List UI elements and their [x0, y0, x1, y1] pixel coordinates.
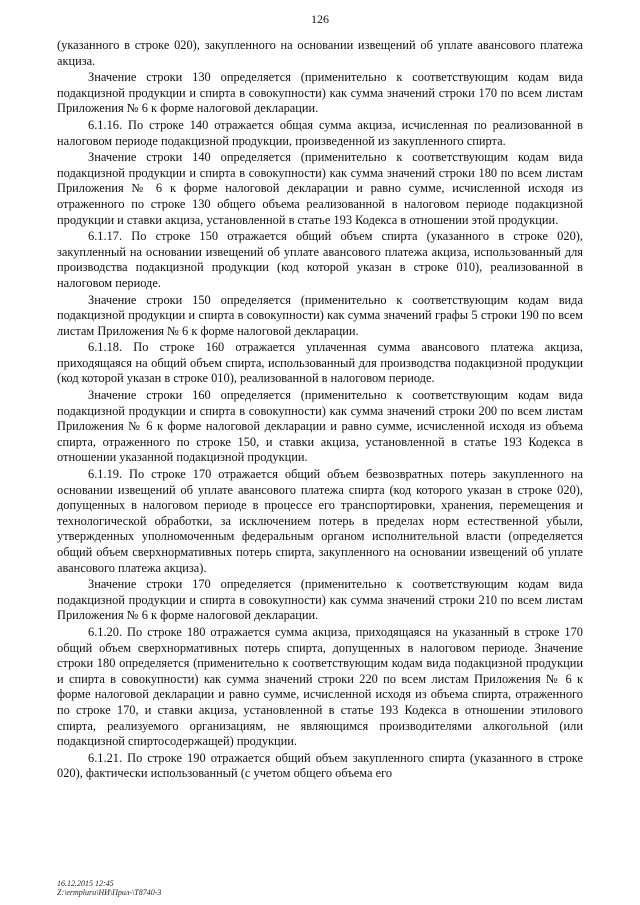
- paragraph: (указанного в строке 020), закупленного на основании извещений об уплате авансового платежа акциза.: [57, 38, 583, 68]
- page-number: 126: [311, 12, 329, 26]
- footer-timestamp: 16.12.2015 12:45: [57, 879, 114, 888]
- footer: [57, 879, 161, 897]
- paragraph: Значение строки 140 определяется (применительно к соответствующим кодам вида подакцизной продукции и спирта в совокупности) как сумма значений строки 180 по всем листам Приложения № 6 к форме налоговой декларации и равно сумме, исчисленной исходя из отраженного по строке 130 общего объема реализованной в налоговом периоде подакцизной продукции и ставки акциза, установленной в статье 193 Кодекса в отношении этой продукции.: [57, 150, 583, 227]
- paragraph: 6.1.20. По строке 180 отражается сумма акциза, приходящаяся на указанный в строке 170 общий объем сверхнормативных потерь спирта, допущенных в налоговом периоде. Значение строки 180 определяется (применительно к соответствующим кодам вида подакцизной продукции и спирта в совокупности) как сумма значений строки 220 по всем листам Приложения № 6 к форме налоговой декларации и равно сумме, исчисленной исходя из объема спирта, отраженного по строке 170, и ставки акциза, установленной в статье 193 Кодекса в отношении этилового спирта, реализуемого организациям, не являющимся производителями алкогольной (или подакцизной спиртосодержащей) продукции.: [57, 624, 583, 749]
- document-body: [57, 38, 583, 783]
- paragraph: 6.1.18. По строке 160 отражается уплаченная сумма авансового платежа акциза, приходящаяся на общий объем спирта, использованный для производства подакцизной продукции (код которой указан в строке 010), реализованной в налоговом периоде.: [57, 340, 583, 386]
- paragraph: Значение строки 170 определяется (применительно к соответствующим кодам вида подакцизной продукции и спирта в совокупности) как сумма значений строки 210 по всем листам Приложения № 6 к форме налоговой декларации.: [57, 577, 583, 623]
- paragraph: 6.1.17. По строке 150 отражается общий объем спирта (указанного в строке 020), закупленный на основании извещений об уплате авансового платежа акциза, использованный для производства подакцизной продукции (код которой указан в строке 010), реализованной в налоговом периоде.: [57, 229, 583, 290]
- footer-document-reference: Z:\ermpluru\НИ\Прил-\Т8740-3: [57, 888, 162, 897]
- paragraph: Значение строки 160 определяется (применительно к соответствующим кодам вида подакцизной продукции и спирта в совокупности) как сумма значений строки 200 по всем листам Приложения № 6 к форме налоговой декларации и равно сумме, исчисленной исходя из объема спирта, отраженного по строке 150, и ставки акциза, установленной в статье 193 Кодекса в отношении указанной подакцизной продукции.: [57, 388, 583, 465]
- paragraph: 6.1.19. По строке 170 отражается общий объем безвозвратных потерь закупленного на основании извещений об уплате авансового платежа спирта (код которого указан в строке 020), допущенных в налоговом периоде в процессе его транспортировки, хранения, перемещения и технологической обработки, за исключением потерь в пределах норм естественной убыли, утвержденных уполномоченным федеральным органом исполнительной власти (определяется общий объем сверхнормативных потерь спирта, закупленного на основании извещений об уплате авансового платежа акциза).: [57, 467, 583, 575]
- paragraph: Значение строки 130 определяется (применительно к соответствующим кодам вида подакцизной продукции и спирта в совокупности) как сумма значений строки 170 по всем листам Приложения № 6 к форме налоговой декларации.: [57, 70, 583, 116]
- paragraph: 6.1.21. По строке 190 отражается общий объем закупленного спирта (указанного в строке 020), фактически использованный (с учетом общего объема его: [57, 750, 583, 781]
- paragraph: 6.1.16. По строке 140 отражается общая сумма акциза, исчисленная по реализованной в налоговом периоде подакцизной продукции, произведенной из закупленного спирта.: [57, 117, 583, 148]
- paragraph: Значение строки 150 определяется (применительно к соответствующим кодам вида подакцизной продукции и спирта в совокупности) как сумма значений графы 5 строки 190 по всем листам Приложения № 6 к форме налоговой декларации.: [57, 292, 583, 338]
